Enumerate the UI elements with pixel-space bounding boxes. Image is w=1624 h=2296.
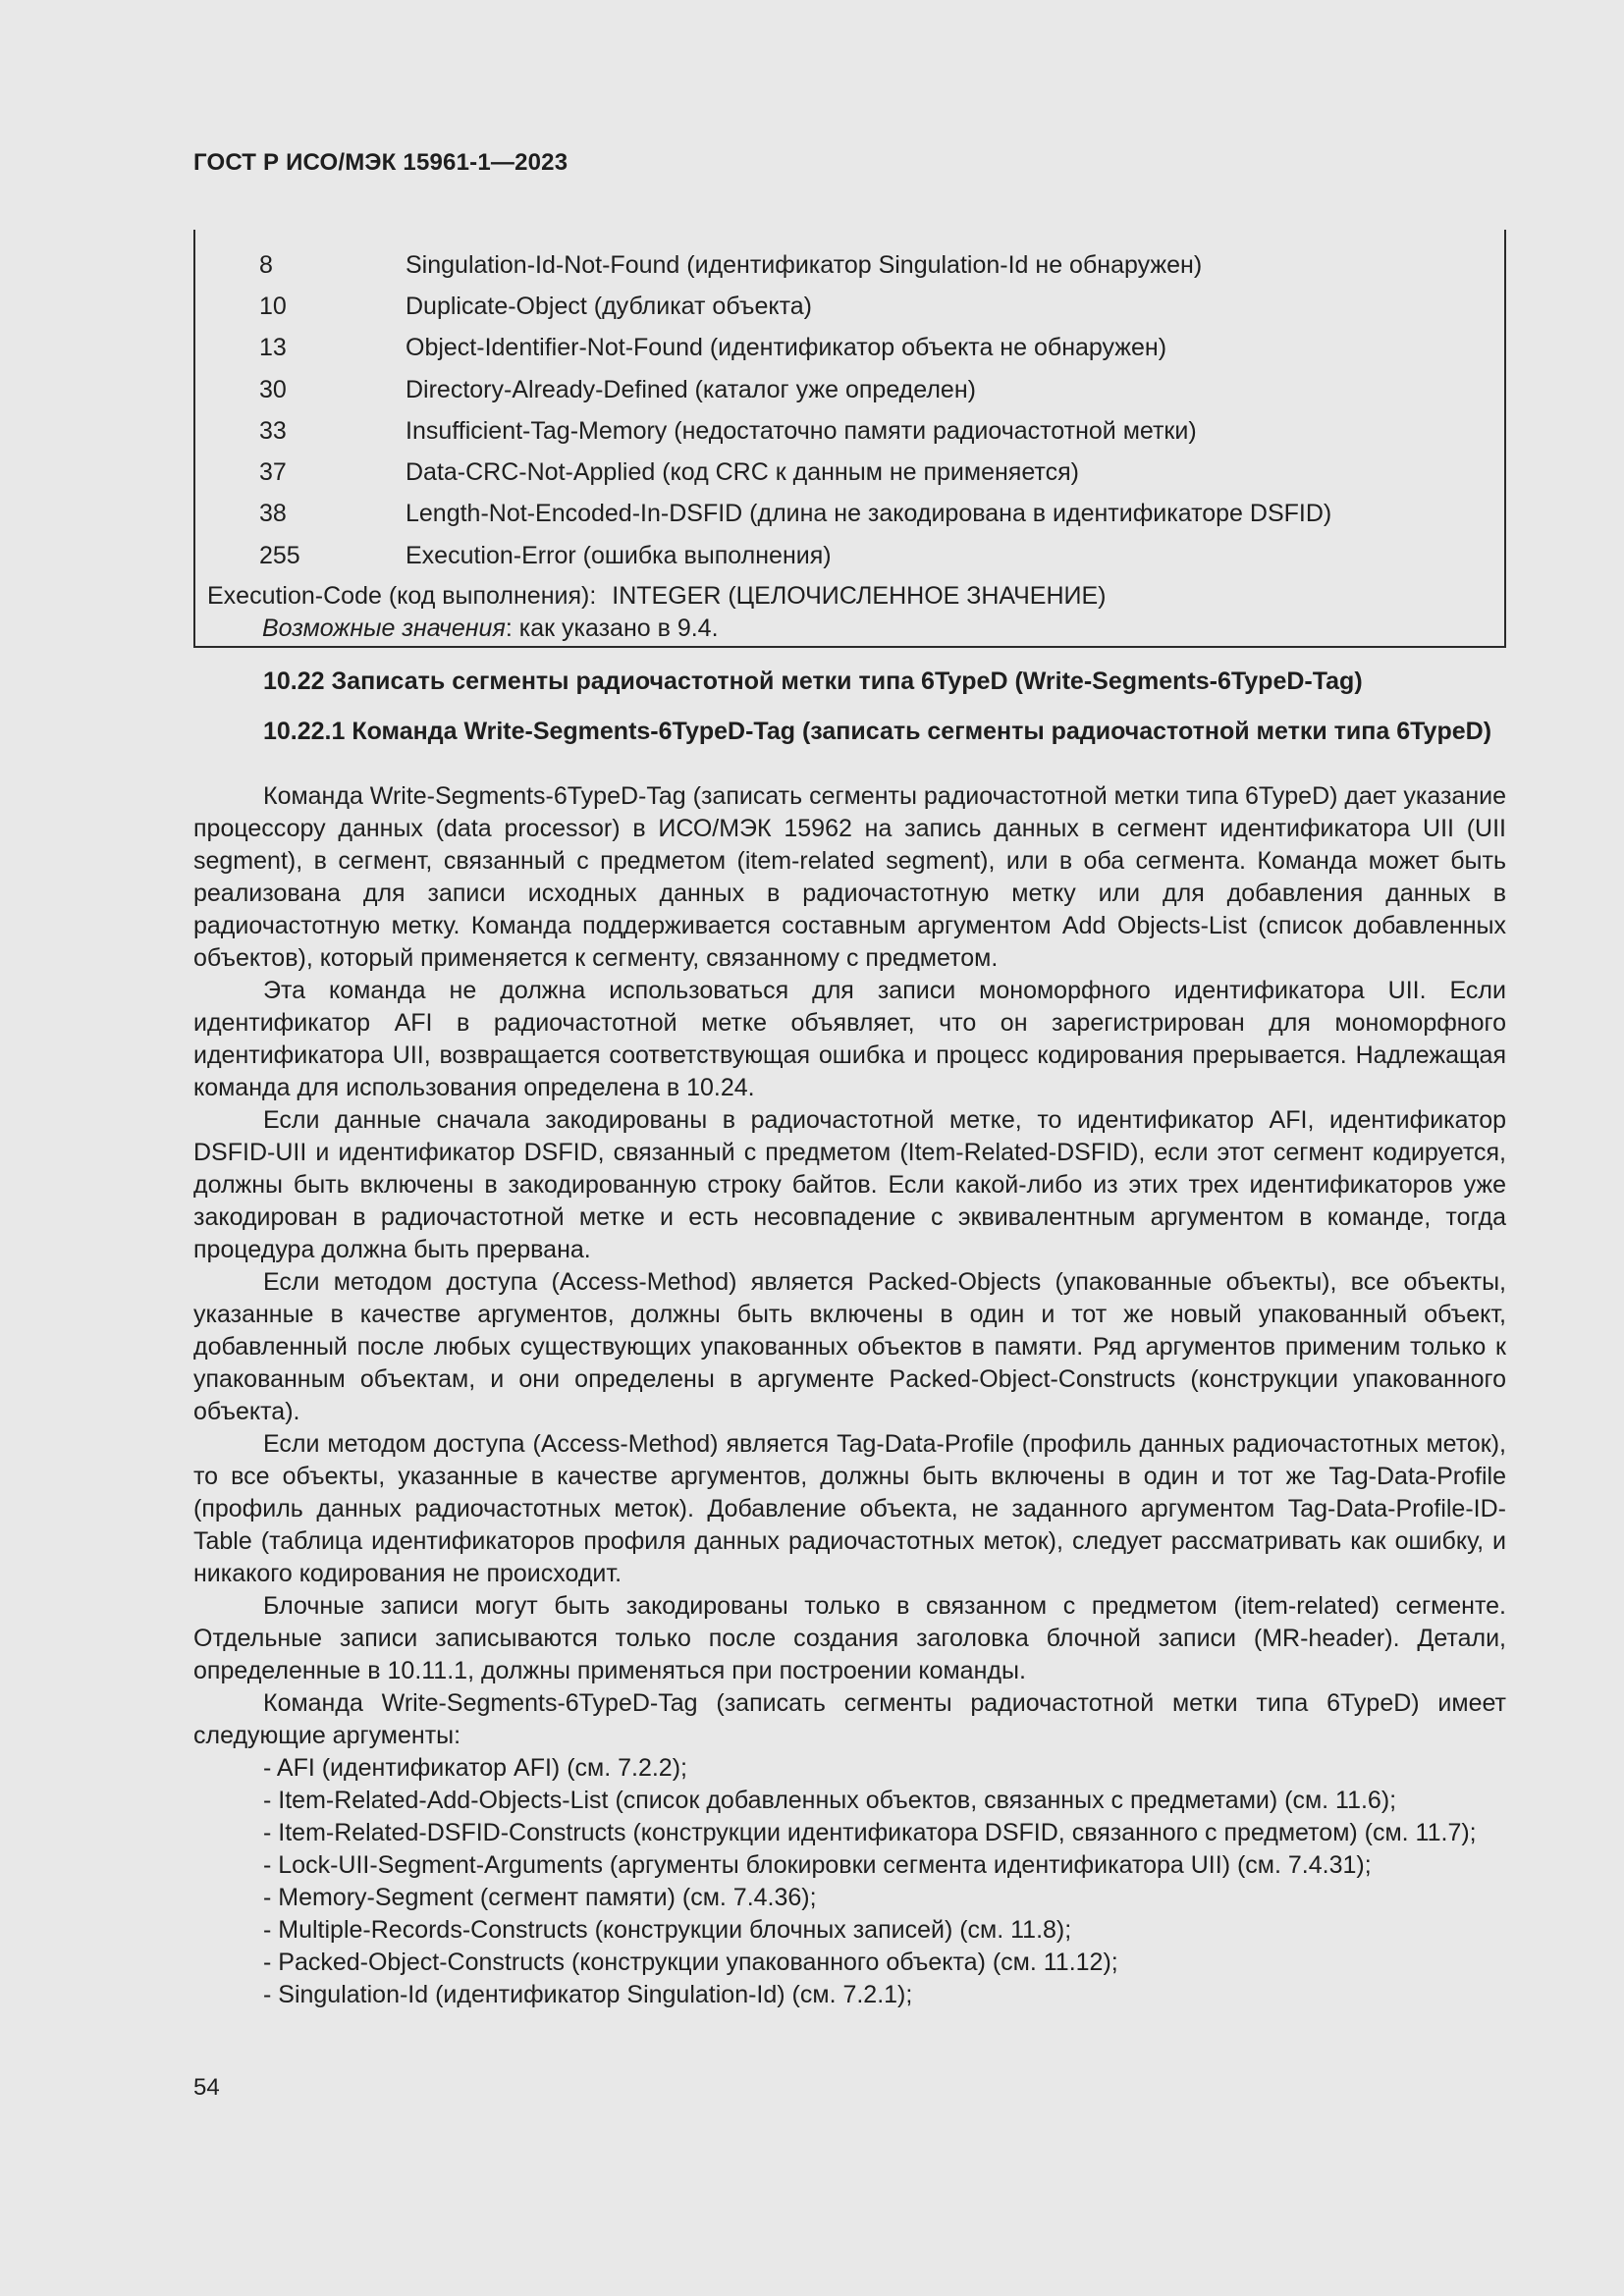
list-item: - Singulation-Id (идентификатор Singulation-Id) (см. 7.2.1);: [263, 1981, 913, 2008]
subsection-heading: 10.22.1 Команда Write-Segments-6TypeD-Tag (записать сегменты радиочастотной метки типа 6TypeD): [263, 718, 1492, 745]
error-description: Data-CRC-Not-Applied (код CRC к данным не применяется): [406, 458, 1079, 486]
error-description: Length-Not-Encoded-In-DSFID (длина не закодирована в идентификаторе DSFID): [406, 500, 1332, 527]
possible-values-text: : как указано в 9.4.: [505, 614, 719, 642]
list-item: - Lock-UII-Segment-Arguments (аргументы блокировки сегмента идентификатора UII) (см. 7.4.31);: [263, 1851, 1372, 1879]
list-item: - Multiple-Records-Constructs (конструкции блочных записей) (см. 11.8);: [263, 1916, 1072, 1944]
error-description: Object-Identifier-Not-Found (идентификатор объекта не обнаружен): [406, 334, 1167, 361]
error-code: 38: [259, 500, 287, 527]
error-code: 10: [259, 293, 287, 320]
error-code: 37: [259, 458, 287, 486]
error-code: 8: [259, 251, 273, 279]
error-code: 33: [259, 417, 287, 445]
execution-code-label: Execution-Code (код выполнения):: [207, 582, 597, 610]
paragraph: Если методом доступа (Access-Method) является Tag-Data-Profile (профиль данных радиочастотных меток), то все объекты, указанные в качестве аргументов, должны быть включены в один и тот же Tag-Data-Profile (профиль данных радиочастотных меток). Добавление объекта, не заданного аргументом Tag-Data-Profile-ID-Table (таблица идентификаторов профиля данных радиочастотных меток), следует рассматривать как ошибку, и никакого кодирования не происходит.: [193, 1430, 1506, 1587]
section-heading: 10.22 Записать сегменты радиочастотной метки типа 6TypeD (Write-Segments-6TypeD-Tag): [263, 667, 1363, 695]
error-code: 255: [259, 542, 300, 569]
error-description: Duplicate-Object (дубликат объекта): [406, 293, 812, 320]
list-item: - Packed-Object-Constructs (конструкции упакованного объекта) (см. 11.12);: [263, 1949, 1118, 1976]
paragraph: Эта команда не должна использоваться для записи мономорфного идентификатора UII. Если идентификатор AFI в радиочастотной метке объявляет, что он зарегистрирован для мономорфного идентификатора UII, возвращается соответствующая ошибка и процесс кодирования прерывается. Надлежащая команда для использования определена в 10.24.: [193, 977, 1506, 1101]
list-item: - Item-Related-DSFID-Constructs (конструкции идентификатора DSFID, связанного с предметом) (см. 11.7);: [263, 1819, 1477, 1846]
error-description: Directory-Already-Defined (каталог уже определен): [406, 376, 976, 403]
list-item: - Item-Related-Add-Objects-List (список добавленных объектов, связанных с предметами) (см. 11.6);: [263, 1787, 1397, 1814]
paragraph: Если данные сначала закодированы в радиочастотной метке, то идентификатор AFI, идентификатор DSFID-UII и идентификатор DSFID, связанный с предметом (Item-Related-DSFID), если этот сегмент кодируется, должны быть включены в закодированную строку байтов. Если какой-либо из этих трех идентификаторов уже закодирован в радиочастотной метке и есть несовпадение с эквивалентным аргументом в команде, тогда процедура должна быть прервана.: [193, 1106, 1506, 1263]
error-description: Singulation-Id-Not-Found (идентификатор Singulation-Id не обнаружен): [406, 251, 1203, 279]
possible-values-label: Возможные значения: [262, 614, 506, 642]
execution-code-value: INTEGER (ЦЕЛОЧИСЛЕННОЕ ЗНАЧЕНИЕ): [612, 582, 1107, 610]
running-header: ГОСТ Р ИСО/МЭК 15961-1—2023: [193, 149, 568, 176]
error-code: 13: [259, 334, 287, 361]
paragraph: Блочные записи могут быть закодированы только в связанном с предметом (item-related) сегменте. Отдельные записи записываются только после создания заголовка блочной записи (MR-header). Детали, определенные в 10.11.1, должны применяться при построении команды.: [193, 1592, 1506, 1684]
error-code: 30: [259, 376, 287, 403]
error-description: Execution-Error (ошибка выполнения): [406, 542, 832, 569]
error-code-table: [193, 230, 1506, 648]
execution-code-line: [207, 579, 1107, 613]
body-text: [193, 780, 1506, 2011]
possible-values-line: [262, 612, 719, 645]
paragraph: Команда Write-Segments-6TypeD-Tag (записать сегменты радиочастотной метки типа 6TypeD) дает указание процессору данных (data processor) в ИСО/МЭК 15962 на запись данных в сегмент идентификатора UII (UII segment), в сегмент, связанный с предметом (item-related segment), или в оба сегмента. Команда может быть реализована для записи исходных данных в радиочастотную метку или для добавления данных в радиочастотную метку. Команда поддерживается составным аргументом Add Objects-List (список добавленных объектов), который применяется к сегменту, связанному с предметом.: [193, 782, 1507, 972]
error-description: Insufficient-Tag-Memory (недостаточно памяти радиочастотной метки): [406, 417, 1197, 445]
paragraph: Команда Write-Segments-6TypeD-Tag (записать сегменты радиочастотной метки типа 6TypeD) имеет следующие аргументы:: [193, 1689, 1506, 1749]
page-number: 54: [193, 2074, 220, 2101]
list-item: - AFI (идентификатор AFI) (см. 7.2.2);: [263, 1754, 687, 1782]
list-item: - Memory-Segment (сегмент памяти) (см. 7.4.36);: [263, 1884, 817, 1911]
paragraph: Если методом доступа (Access-Method) является Packed-Objects (упакованные объекты), все объекты, указанные в качестве аргументов, должны быть включены в один и тот же новый упакованный объект, добавленный после любых существующих упакованных объектов в памяти. Ряд аргументов применим только к упакованным объектам, и они определены в аргументе Packed-Object-Constructs (конструкции упакованного объекта).: [193, 1268, 1506, 1425]
